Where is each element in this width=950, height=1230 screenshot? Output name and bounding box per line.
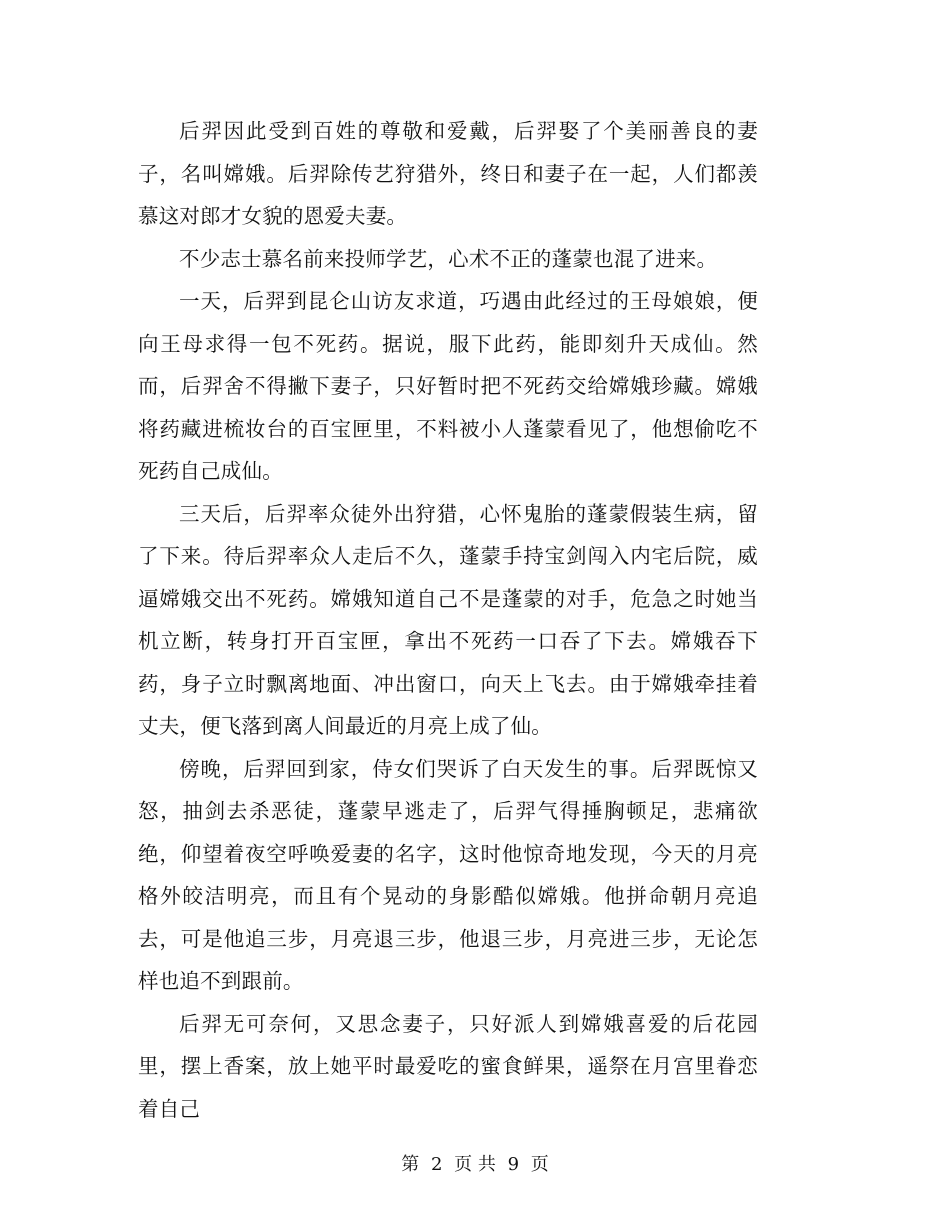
page-footer [0, 1150, 950, 1176]
footer-prefix: 第 [401, 1154, 420, 1175]
paragraph: 三天后，后羿率众徒外出狩猎，心怀鬼胎的蓬蒙假装生病，留了下来。待后羿率众人走后不久，蓬蒙手持宝剑闯入内宅后院，威逼嫦娥交出不死药。嫦娥知道自己不是蓬蒙的对手，危急之时她当机立断，转身打开百宝匣，拿出不死药一口吞了下去。嫦娥吞下药，身子立时飘离地面、冲出窗口，向天上飞去。由于嫦娥牵挂着丈夫，便飞落到离人间最近的月亮上成了仙。 [138, 501, 758, 738]
current-page-number: 2 [430, 1154, 443, 1175]
total-page-count: 9 [507, 1154, 520, 1175]
document-body [138, 110, 758, 1130]
footer-suffix: 页 [530, 1154, 549, 1175]
paragraph: 傍晚，后羿回到家，侍女们哭诉了白天发生的事。后羿既惊又怒，抽剑去杀恶徒，蓬蒙早逃走了，后羿气得捶胸顿足，悲痛欲绝，仰望着夜空呼唤爱妻的名字，这时他惊奇地发现，今天的月亮格外皎洁明亮，而且有个晃动的身影酷似嫦娥。他拼命朝月亮追去，可是他追三步，月亮退三步，他退三步，月亮进三步，无论怎样也追不到跟前。 [138, 756, 758, 993]
footer-middle: 页 共 [454, 1154, 496, 1175]
paragraph: 不少志士慕名前来投师学艺，心术不正的蓬蒙也混了进来。 [179, 246, 718, 271]
paragraph: 后羿因此受到百姓的尊敬和爱戴，后羿娶了个美丽善良的妻子，名叫嫦娥。后羿除传艺狩猎外，终日和妻子在一起，人们都羡慕这对郎才女貌的恩爱夫妻。 [138, 119, 758, 228]
paragraph: 后羿无可奈何，又思念妻子，只好派人到嫦娥喜爱的后花园里，摆上香案，放上她平时最爱吃的蜜食鲜果，遥祭在月宫里眷恋着自己 [138, 1011, 758, 1121]
paragraph: 一天，后羿到昆仑山访友求道，巧遇由此经过的王母娘娘，便向王母求得一包不死药。据说，服下此药，能即刻升天成仙。然而，后羿舍不得撇下妻子，只好暂时把不死药交给嫦娥珍藏。嫦娥将药藏进梳妆台的百宝匣里，不料被小人蓬蒙看见了，他想偷吃不死药自己成仙。 [138, 289, 758, 483]
